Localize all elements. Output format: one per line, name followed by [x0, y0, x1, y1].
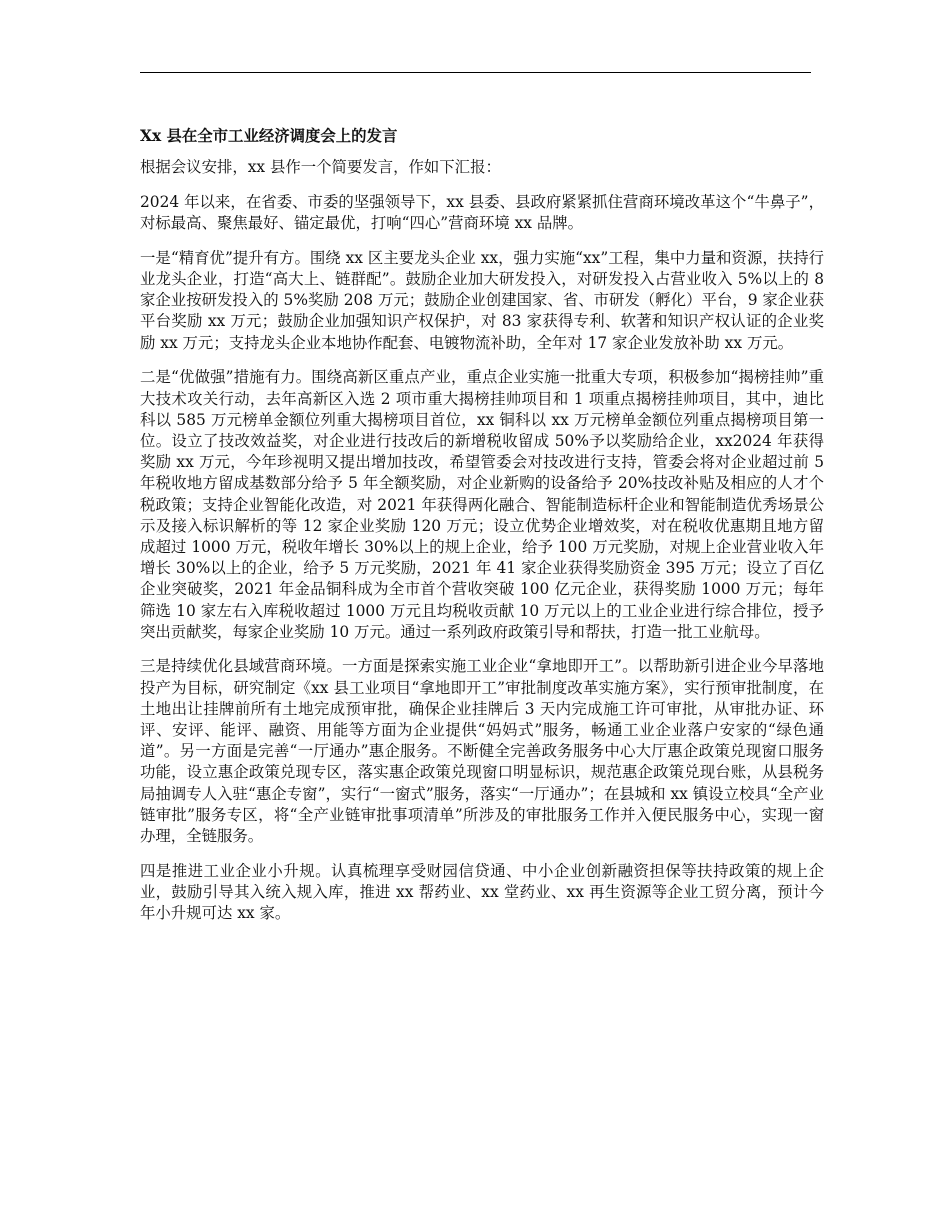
- paragraph-overview: 2024 年以来，在省委、市委的坚强领导下，xx 县委、县政府紧紧抓住营商环境改革这个“牛鼻子”，对标最高、聚焦最好、锚定最优，打响“四心”营商环境 xx 品牌。: [140, 192, 824, 233]
- paragraph-point-four: 四是推进工业企业小升规。认真梳理享受财园信贷通、中小企业创新融资担保等扶持政策的规上企业，鼓励引导其入统入规入库，推进 xx 帮药业、xx 堂药业、xx 再生资源等企业工贸分离，预计今年小升规可达 xx 家。: [140, 861, 824, 923]
- paragraph-point-two: 二是“优做强”措施有力。围绕高新区重点产业，重点企业实施一批重大专项，积极参加“揭榜挂帅”重大技术攻关行动，去年高新区入选 2 项市重大揭榜挂帅项目和 1 项重点揭榜挂帅项目，其中，迪比科以 585 万元榜单金额位列重大揭榜项目首位，xx 铜科以 xx 万元榜单金额位列重点揭榜项目第一位。设立了技改效益奖，对企业进行技改后的新增税收留成 50%予以奖励给企业，xx2024 年获得奖励 xx 万元，今年珍视明又提出增加技改，希望管委会对技改进行支持，管委会将对企业超过前 5 年税收地方留成基数部分给予 5 年全额奖励，对企业新购的设备给予 20%技改补贴及相应的人才个税政策；支持企业智能化改造，对 2021 年获得两化融合、智能制造标杆企业和智能制造优秀场景公示及接入标识解析的等 12 家企业奖励 120 万元；设立优势企业增效奖，对在税收优惠期且地方留成超过 1000 万元，税收年增长 30%以上的规上企业，给予 100 万元奖励，对规上企业营业收入年增长 30%以上的企业，给予 5 万元奖励，2021 年 41 家企业获得奖励资金 395 万元；设立了百亿企业突破奖，2021 年金品铜科成为全市首个营收突破 100 亿元企业，获得奖励 1000 万元；每年筛选 10 家左右入库税收超过 1000 万元且均税收贡献 10 万元以上的工业企业进行综合排位，授予突出贡献奖，每家企业奖励 10 万元。通过一系列政府政策引导和帮扶，打造一批工业航母。: [140, 368, 824, 641]
- header-rule: [140, 72, 811, 73]
- paragraph-point-three: 三是持续优化县域营商环境。一方面是探索实施工业企业“拿地即开工”。以帮助新引进企业今早落地投产为目标，研究制定《xx 县工业项目“拿地即开工”审批制度改革实施方案》，实行预审批制度，在土地出让挂牌前所有土地完成预审批，确保企业挂牌后 3 天内完成施工许可审批，从审批办证、环评、安评、能评、融资、用能等方面为企业提供“妈妈式”服务，畅通工业企业落户安家的“绿色通道”。另一方面是完善“一厅通办”惠企服务。不断健全完善政务服务中心大厅惠企政策兑现窗口服务功能，设立惠企政策兑现专区，落实惠企政策兑现窗口明显标识，规范惠企政策兑现台账，从县税务局抽调专人入驻“惠企专窗”，实行“一窗式”服务，落实“一厅通办”；在县城和 xx 镇设立校具“全产业链审批”服务专区，将“全产业链审批事项清单”所涉及的审批服务工作并入便民服务中心，实现一窗办理，全链服务。: [140, 657, 824, 846]
- paragraph-point-one: 一是“精育优”提升有方。围绕 xx 区主要龙头企业 xx，强力实施“xx”工程，集中力量和资源，扶持行业龙头企业，打造“高大上、链群配”。鼓励企业加大研发投入，对研发投入占营业收入 5%以上的 8 家企业按研发投入的 5%奖励 208 万元；鼓励企业创建国家、省、市研发（孵化）平台，9 家企业获平台奖励 xx 万元；鼓励企业加强知识产权保护，对 83 家获得专利、软著和知识产权认证的企业奖励 xx 万元；支持龙头企业本地协作配套、电镀物流补助，全年对 17 家企业发放补助 xx 万元。: [140, 248, 824, 352]
- paragraph-intro: 根据会议安排，xx 县作一个简要发言，作如下汇报：: [140, 158, 501, 177]
- document-body: [140, 126, 824, 938]
- document-title: Xx 县在全市工业经济调度会上的发言: [140, 127, 398, 145]
